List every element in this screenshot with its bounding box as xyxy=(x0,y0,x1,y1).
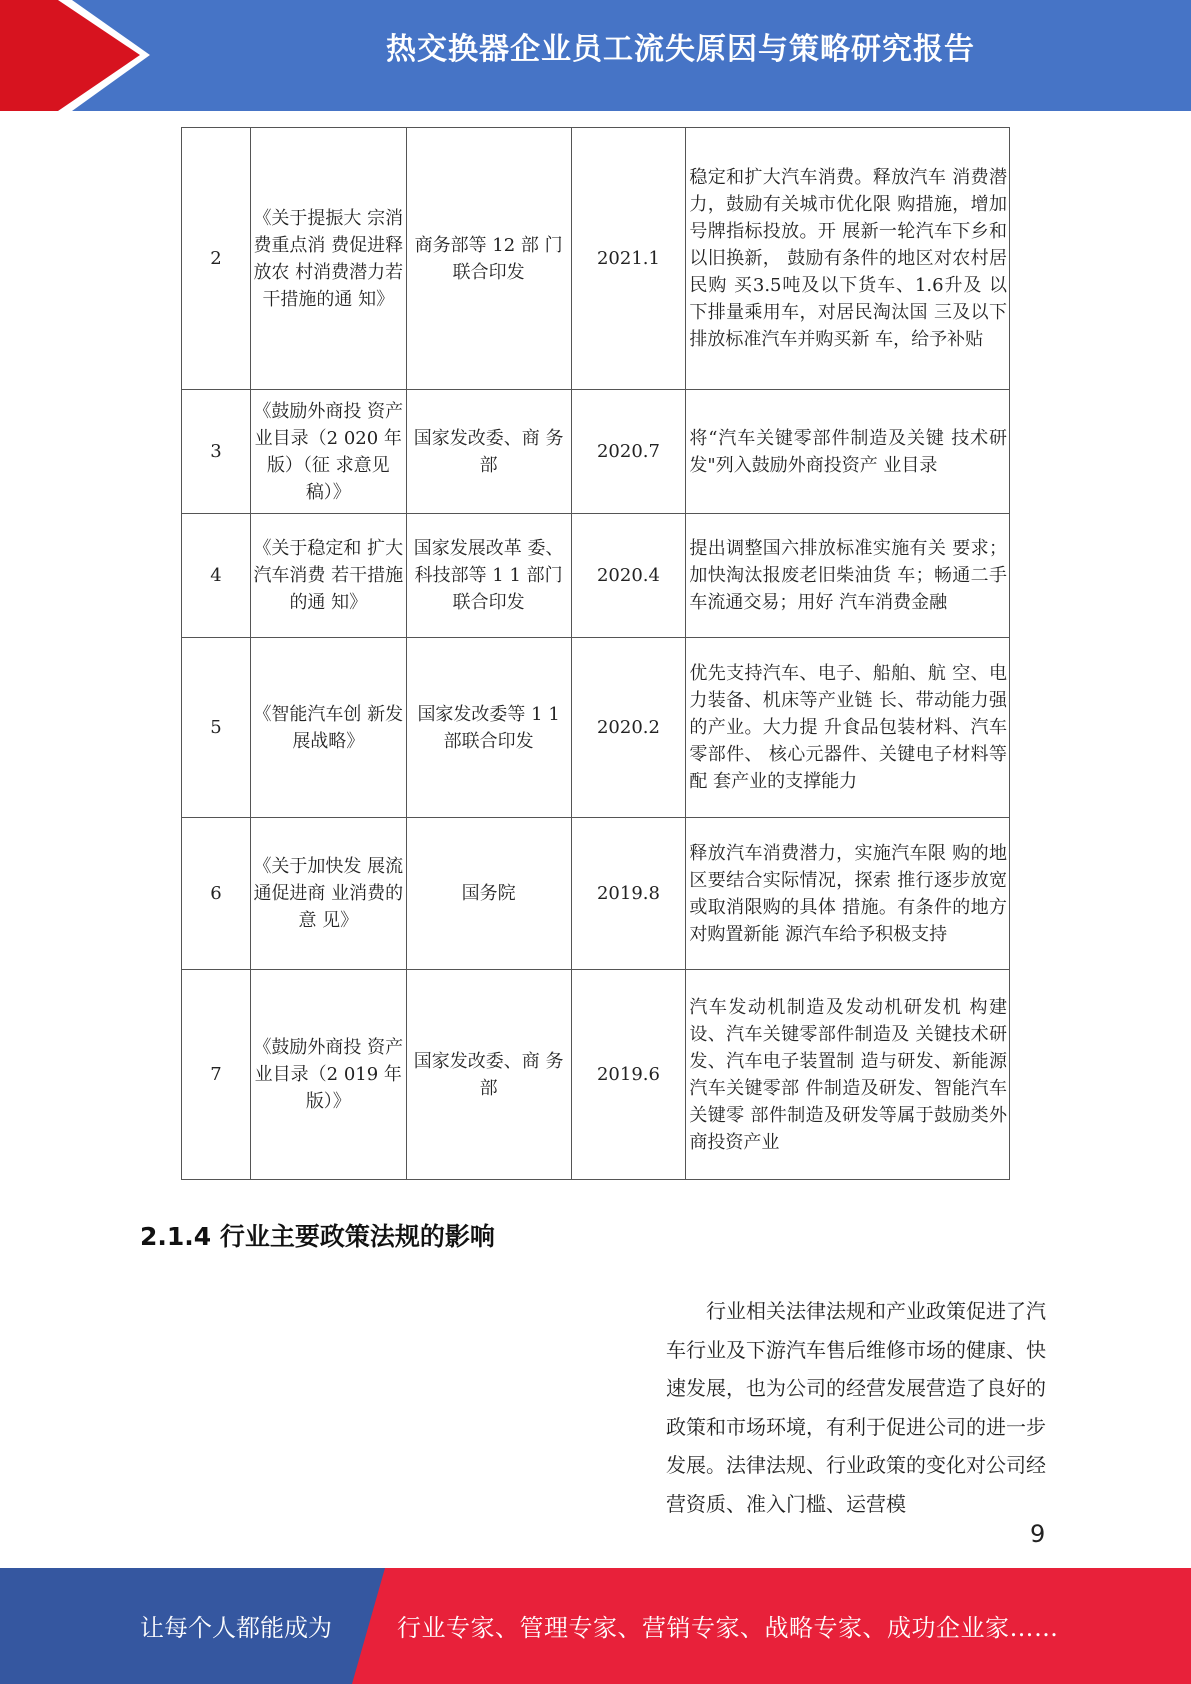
issuing-department: 国务院 xyxy=(406,818,571,970)
issue-date: 2020.7 xyxy=(571,390,686,514)
table-row xyxy=(182,638,1010,818)
policy-content: 汽车发动机制造及发动机研发机 构建设、汽车关键零部件制造及 关键技术研发、汽车电子装置制 造与研发、新能源汽车关键零部 件制造及研发、智能汽车关键零 部件制造及研发等属于鼓励类外 商投资产业 xyxy=(686,970,1010,1180)
row-number: 3 xyxy=(182,390,251,514)
report-title: 热交换器企业员工流失原因与策略研究报告 xyxy=(386,32,975,67)
policy-content: 将“汽车关键零部件制造及关键 技术研发"列入鼓励外商投资产 业目录 xyxy=(686,390,1010,514)
header-red-arrow-graphic xyxy=(0,0,150,111)
table-row xyxy=(182,514,1010,638)
policy-content: 释放汽车消费潜力，实施汽车限 购的地区要结合实际情况，探索 推行逐步放宽或取消限购的具体 措施。有条件的地方对购置新能 源汽车给予积极支持 xyxy=(686,818,1010,970)
policy-content: 稳定和扩大汽车消费。释放汽车 消费潜力，鼓励有关城市优化限 购措施，增加号牌指标投放。开 展新一轮汽车下乡和以旧换新， 鼓励有条件的地区对农村居民购 买3.5吨及以下货车、1.6升及 以下排量乘用车，对居民淘汰国 三及以下排放标准汽车并购买新 车，给予补贴 xyxy=(686,128,1010,390)
page-number: 9 xyxy=(1030,1520,1046,1548)
policy-name: 《关于加快发 展流通促进商 业消费的意 见》 xyxy=(250,818,406,970)
section-paragraph: 行业相关法律法规和产业政策促进了汽车行业及下游汽车售后维修市场的健康、快速发展，也为公司的经营发展营造了良好的政策和市场环境，有利于促进公司的进一步发展。法律法规、行业政策的变化对公司经营资质、准入门槛、运营模 xyxy=(666,1299,1046,1516)
footer-slogan-left: 让每个人都能成为 xyxy=(140,1614,332,1642)
page-header xyxy=(0,0,1191,111)
policy-name: 《智能汽车创 新发展战略》 xyxy=(250,638,406,818)
table-row xyxy=(182,970,1010,1180)
issue-date: 2020.2 xyxy=(571,638,686,818)
issue-date: 2019.6 xyxy=(571,970,686,1180)
footer-slogan-right: 行业专家、管理专家、营销专家、战略专家、成功企业家…… xyxy=(397,1614,1059,1642)
issuing-department: 国家发展改革 委、科技部等 1 1 部门联合印发 xyxy=(406,514,571,638)
row-number: 4 xyxy=(182,514,251,638)
issue-date: 2019.8 xyxy=(571,818,686,970)
issuing-department: 国家发改委、商 务部 xyxy=(406,390,571,514)
issuing-department: 国家发改委、商 务部 xyxy=(406,970,571,1180)
row-number: 2 xyxy=(182,128,251,390)
policy-name: 《鼓励外商投 资产业目录（2 019 年版）》 xyxy=(250,970,406,1180)
policy-content: 提出调整国六排放标准实施有关 要求；加快淘汰报废老旧柴油货 车；畅通二手车流通交易；用好 汽车消费金融 xyxy=(686,514,1010,638)
section-heading: 2.1.4 行业主要政策法规的影响 xyxy=(140,1222,495,1251)
issuing-department: 国家发改委等 1 1 部联合印发 xyxy=(406,638,571,818)
policy-content: 优先支持汽车、电子、船舶、航 空、电力装备、机床等产业链 长、带动能力强的产业。大力提 升食品包装材料、汽车零部件、 核心元器件、关键电子材料等配 套产业的支撑能力 xyxy=(686,638,1010,818)
row-number: 7 xyxy=(182,970,251,1180)
issue-date: 2020.4 xyxy=(571,514,686,638)
row-number: 6 xyxy=(182,818,251,970)
issuing-department: 商务部等 12 部 门联合印发 xyxy=(406,128,571,390)
table-row xyxy=(182,390,1010,514)
issue-date: 2021.1 xyxy=(571,128,686,390)
table-row xyxy=(182,128,1010,390)
row-number: 5 xyxy=(182,638,251,818)
policy-name: 《关于提振大 宗消费重点消 费促进释放农 村消费潜力若 干措施的通 知》 xyxy=(250,128,406,390)
policy-table xyxy=(181,127,1010,1180)
page-footer xyxy=(0,1568,1191,1684)
policy-name: 《关于稳定和 扩大汽车消费 若干措施的通 知》 xyxy=(250,514,406,638)
policy-name: 《鼓励外商投 资产业目录（2 020 年版）（征 求意见稿）》 xyxy=(250,390,406,514)
table-row xyxy=(182,818,1010,970)
